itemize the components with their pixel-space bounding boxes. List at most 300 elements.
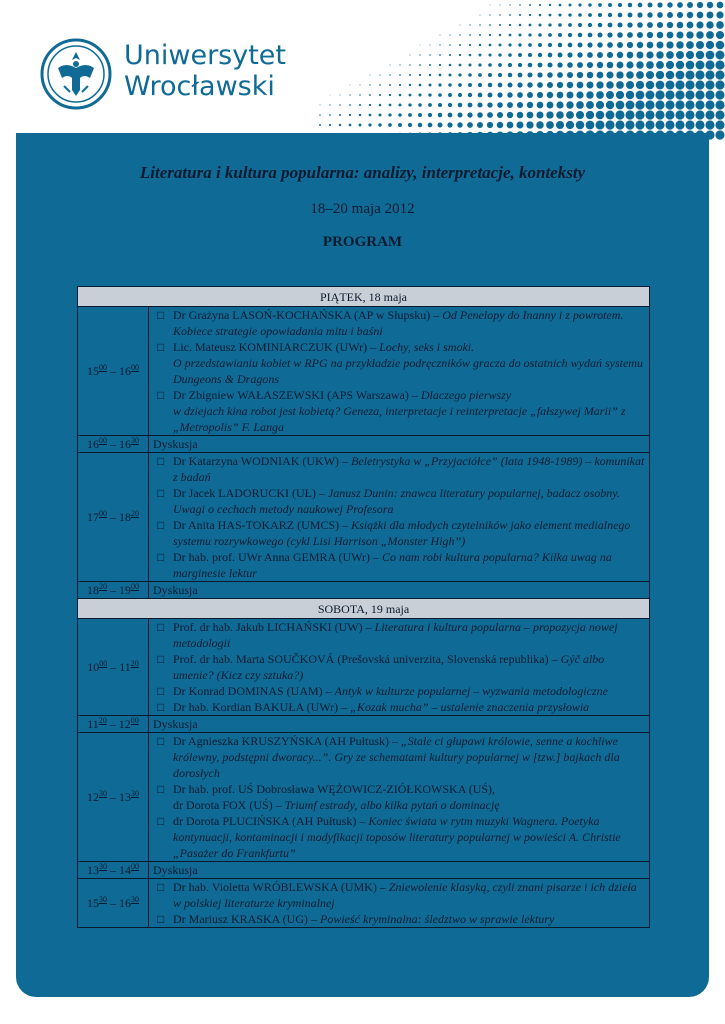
- conference-title: Literatura i kultura popularna: analizy, interpretacje, konteksty: [139, 163, 586, 182]
- time-cell: $15^{30} - 16^{30}$: [78, 879, 149, 928]
- talk-title: Od Penelopy do Inanny i z powrotem. Kobiece strategie opowiadania mitu i baśni: [173, 308, 624, 338]
- pattern-dot: [617, 62, 624, 69]
- pattern-dot: [399, 74, 401, 76]
- talk-item: [153, 517, 645, 549]
- end-hour: 16: [119, 364, 131, 378]
- pattern-dot: [695, 90, 704, 99]
- talk-speaker: Dr hab. prof. UWr Anna GEMRA (UWr) –: [173, 550, 382, 564]
- time-cell: $10^{00} - 11^{20}$: [78, 619, 149, 716]
- pattern-dot: [546, 111, 553, 118]
- pattern-dot: [339, 94, 340, 95]
- pattern-dot: [409, 74, 411, 76]
- pattern-dot: [697, 2, 703, 8]
- pattern-dot: [645, 130, 654, 139]
- pattern-dot: [469, 24, 470, 25]
- pattern-dot: [458, 83, 462, 87]
- pattern-dot: [715, 70, 724, 79]
- talk-item: [153, 485, 645, 517]
- start-minutes: 30: [99, 895, 107, 904]
- pattern-dot: [667, 32, 674, 39]
- pattern-dot: [626, 101, 635, 110]
- end-minutes: 30: [131, 789, 139, 798]
- talk-speaker: Dr Anita HAS-TOKARZ (UMCS) –: [173, 518, 352, 532]
- pattern-dot: [715, 120, 724, 129]
- pattern-dot: [646, 51, 653, 58]
- pattern-dot: [517, 82, 522, 87]
- bullet-icon: □: [157, 684, 165, 698]
- pattern-dot: [598, 13, 602, 17]
- pattern-dot: [548, 43, 552, 47]
- pattern-dot: [490, 5, 491, 6]
- program-heading: PROGRAM: [322, 234, 403, 250]
- start-minutes: 00: [99, 363, 107, 372]
- pattern-dot: [350, 85, 351, 86]
- pattern-dot: [506, 131, 513, 138]
- pattern-dot: [509, 34, 512, 37]
- pattern-dot: [645, 110, 654, 119]
- pattern-dot: [577, 82, 584, 89]
- pattern-dot: [390, 65, 391, 66]
- pattern-dot: [626, 61, 633, 68]
- pattern-dot: [448, 93, 452, 97]
- pattern-dot: [508, 63, 512, 67]
- pattern-dot: [549, 4, 551, 6]
- pattern-dot: [359, 94, 361, 96]
- pattern-dot: [546, 131, 554, 139]
- pattern-dot: [578, 13, 582, 17]
- start-minutes: 00: [99, 509, 107, 518]
- pattern-dot: [716, 11, 723, 18]
- pattern-dot: [597, 62, 603, 68]
- pattern-dot: [637, 22, 643, 28]
- talk-item: [153, 781, 645, 813]
- pattern-dot: [695, 70, 704, 79]
- pattern-dot: [715, 60, 724, 69]
- pattern-dot: [616, 91, 624, 99]
- start-hour: 11: [87, 717, 99, 731]
- pattern-dot: [568, 13, 571, 16]
- pattern-dot: [409, 84, 411, 86]
- pattern-dot: [498, 73, 502, 77]
- pattern-dot: [448, 83, 451, 86]
- pattern-dot: [398, 133, 402, 137]
- pattern-dot: [458, 93, 462, 97]
- pattern-dot: [548, 33, 552, 37]
- bullet-icon: □: [157, 700, 165, 714]
- talk-co-speaker: dr Dorota FOX (UŚ) –: [173, 798, 285, 812]
- pattern-dot: [657, 32, 664, 39]
- pattern-dot: [617, 52, 623, 58]
- pattern-dot: [519, 34, 522, 37]
- pattern-dot: [507, 122, 514, 129]
- pattern-dot: [438, 103, 442, 107]
- pattern-dot: [419, 84, 422, 87]
- pattern-dot: [687, 2, 693, 8]
- pattern-dot: [498, 63, 502, 67]
- pattern-dot: [687, 22, 694, 29]
- pattern-dot: [665, 100, 674, 109]
- pattern-dot: [339, 104, 341, 106]
- pattern-dot: [716, 51, 725, 60]
- pattern-dot: [646, 91, 655, 100]
- pattern-dot: [615, 120, 624, 129]
- pattern-dot: [467, 122, 473, 128]
- start-hour: 16: [87, 437, 99, 451]
- pattern-dot: [440, 35, 441, 36]
- pattern-dot: [359, 124, 362, 127]
- start-minutes: 00: [99, 436, 107, 445]
- bullet-icon: □: [157, 454, 165, 468]
- end-minutes: 30: [131, 436, 139, 445]
- pattern-dot: [547, 82, 553, 88]
- pattern-dot: [705, 100, 714, 109]
- pattern-dot: [398, 103, 401, 106]
- university-name-line1: Uniwersytet: [124, 40, 286, 71]
- pattern-dot: [655, 110, 664, 119]
- pattern-dot: [656, 51, 663, 58]
- pattern-dot: [479, 24, 481, 26]
- pattern-dot: [408, 113, 412, 117]
- end-hour: 14: [119, 863, 131, 877]
- talk-speaker: Dr Katarzyna WODNIAK (UKW) –: [173, 454, 352, 468]
- pattern-dot: [449, 74, 452, 77]
- pattern-dot: [438, 93, 442, 97]
- pattern-dot: [557, 92, 564, 99]
- pattern-dot: [686, 51, 694, 59]
- pattern-dot: [526, 131, 534, 139]
- pattern-dot: [488, 83, 492, 87]
- time-cell: $16^{00} - 16^{30}$: [78, 436, 149, 453]
- pattern-dot: [539, 14, 542, 17]
- university-name-line2: Wrocławski: [124, 71, 275, 102]
- pattern-dot: [329, 104, 330, 105]
- pattern-dot: [507, 102, 513, 108]
- pattern-dot: [509, 14, 511, 16]
- pattern-dot: [588, 33, 593, 38]
- pattern-dot: [479, 54, 482, 57]
- pattern-dot: [507, 92, 512, 97]
- discussion-cell: [149, 862, 650, 879]
- end-minutes: 30: [131, 895, 139, 904]
- conference-dates: 18–20 maja 2012: [310, 201, 415, 217]
- pattern-dot: [647, 12, 652, 17]
- pattern-dot: [608, 13, 612, 17]
- pattern-dot: [596, 91, 604, 99]
- pattern-dot: [625, 110, 634, 119]
- pattern-dot: [359, 114, 361, 116]
- discussion-cell: [149, 716, 650, 733]
- pattern-dot: [605, 120, 614, 129]
- talks-cell: [149, 733, 650, 862]
- pattern-dot: [665, 80, 674, 89]
- pattern-dot: [528, 53, 532, 57]
- pattern-dot: [538, 23, 541, 26]
- pattern-dot: [715, 110, 724, 119]
- pattern-dot: [695, 100, 704, 109]
- talk-speaker: Dr Zbigniew WAŁASZEWSKI (APS Warszawa) –: [173, 388, 421, 402]
- talks-cell: [149, 619, 650, 716]
- pattern-dot: [559, 4, 562, 7]
- pattern-dot: [389, 104, 392, 107]
- pattern-dot: [358, 133, 361, 136]
- start-minutes: 30: [99, 862, 107, 871]
- pattern-dot: [487, 132, 494, 139]
- bullet-icon: □: [157, 782, 165, 796]
- pattern-dot: [518, 43, 521, 46]
- pattern-dot: [488, 53, 491, 56]
- pattern-dot: [667, 12, 673, 18]
- pattern-dot: [667, 22, 673, 28]
- pattern-dot: [418, 103, 422, 107]
- pattern-dot: [516, 121, 523, 128]
- talk-speaker: Dr Grażyna LASOŃ-KOCHAŃSKA (AP w Słupsku) –: [173, 308, 443, 322]
- pattern-dot: [429, 64, 431, 66]
- pattern-dot: [527, 72, 532, 77]
- pattern-dot: [587, 72, 594, 79]
- pattern-dot: [568, 43, 573, 48]
- pattern-dot: [499, 24, 501, 26]
- pattern-dot: [656, 71, 664, 79]
- talk-title: Dlaczego pierwszy: [420, 388, 512, 402]
- pattern-dot: [607, 32, 612, 37]
- discussion-row: [78, 716, 650, 733]
- pattern-dot: [695, 110, 704, 119]
- pattern-dot: [477, 122, 483, 128]
- pattern-dot: [449, 44, 451, 46]
- talk-title: Powieść kryminalna: śledztwo w sprawie lektury: [320, 912, 555, 926]
- pattern-dot: [615, 130, 624, 139]
- discussion-row: [78, 582, 650, 599]
- pattern-dot: [636, 61, 643, 68]
- dot-pattern-decoration: [315, 0, 725, 140]
- pattern-dot: [319, 134, 321, 136]
- pattern-dot: [507, 112, 513, 118]
- pattern-dot: [636, 71, 644, 79]
- pattern-dot: [656, 61, 664, 69]
- end-hour: 13: [119, 790, 131, 804]
- pattern-dot: [419, 74, 421, 76]
- pattern-dot: [418, 93, 421, 96]
- pattern-dot: [587, 42, 592, 47]
- end-minutes: 00: [131, 363, 139, 372]
- start-hour: 18: [87, 583, 99, 597]
- talk-item: [153, 339, 645, 387]
- pattern-dot: [557, 72, 563, 78]
- pattern-dot: [667, 2, 672, 7]
- pattern-dot: [448, 113, 453, 118]
- pattern-dot: [419, 54, 420, 55]
- start-minutes: 20: [98, 716, 107, 725]
- pattern-dot: [469, 44, 471, 46]
- pattern-dot: [665, 90, 674, 99]
- start-minutes: 20: [99, 582, 107, 591]
- pattern-dot: [458, 103, 463, 108]
- start-hour: 10: [87, 660, 100, 674]
- pattern-dot: [468, 93, 472, 97]
- talk-title: „Kozak mucha” – ustalenie znaczenia przysłowia: [350, 700, 590, 714]
- bullet-icon: □: [157, 880, 165, 894]
- pattern-dot: [587, 52, 593, 58]
- pattern-dot: [468, 73, 472, 77]
- pattern-dot: [567, 82, 574, 89]
- pattern-dot: [330, 95, 331, 96]
- pattern-dot: [329, 124, 331, 126]
- talk-item: [153, 911, 645, 927]
- pattern-dot: [439, 44, 440, 45]
- pattern-dot: [487, 102, 492, 107]
- pattern-dot: [477, 112, 483, 118]
- pattern-dot: [519, 24, 522, 27]
- bullet-icon: □: [157, 486, 165, 500]
- pattern-dot: [528, 43, 532, 47]
- talk-speaker: Prof. dr hab. Marta SOUČKOVÁ (Prešovská univerzita, Slovenská republika) –: [173, 652, 561, 666]
- start-hour: 13: [87, 863, 99, 877]
- pattern-dot: [349, 104, 351, 106]
- pattern-dot: [428, 93, 431, 96]
- pattern-dot: [408, 133, 413, 138]
- pattern-dot: [497, 132, 504, 139]
- pattern-dot: [628, 3, 632, 7]
- pattern-dot: [685, 90, 694, 99]
- pattern-dot: [637, 42, 644, 49]
- pattern-dot: [607, 42, 613, 48]
- talk-speaker: Lic. Mateusz KOMINIARCZUK (UWr) –: [173, 340, 380, 354]
- pattern-dot: [349, 124, 352, 127]
- pattern-dot: [487, 122, 493, 128]
- pattern-dot: [675, 100, 684, 109]
- pattern-dot: [528, 33, 531, 36]
- pattern-dot: [645, 100, 654, 109]
- pattern-dot: [597, 52, 603, 58]
- pattern-dot: [578, 3, 581, 6]
- pattern-dot: [666, 41, 673, 48]
- pattern-dot: [645, 120, 654, 129]
- pattern-dot: [467, 112, 472, 117]
- pattern-dot: [547, 72, 553, 78]
- pattern-dot: [606, 111, 615, 120]
- pattern-dot: [458, 73, 461, 76]
- pattern-dot: [627, 22, 632, 27]
- pattern-dot: [409, 64, 411, 66]
- pattern-dot: [675, 120, 684, 129]
- pattern-dot: [675, 130, 684, 139]
- pattern-dot: [578, 23, 582, 27]
- pattern-dot: [676, 41, 684, 49]
- talk-item: [153, 387, 645, 435]
- talk-title: Gýč albo umenie? (Kicz czy sztuka?): [173, 652, 605, 682]
- session-row: [78, 619, 650, 716]
- pattern-dot: [657, 12, 663, 18]
- pattern-dot: [665, 120, 674, 129]
- pattern-dot: [508, 83, 513, 88]
- pattern-dot: [696, 21, 703, 28]
- end-minutes: 20: [131, 509, 139, 518]
- pattern-dot: [468, 83, 472, 87]
- pattern-dot: [587, 62, 593, 68]
- pattern-dot: [509, 4, 510, 5]
- pattern-dot: [479, 14, 480, 15]
- discussion-label: Dyskusja: [153, 583, 198, 597]
- talk-title-continued: O przedstawianiu kobiet w RPG na przykładzie podręczników gracza do ostatnich wydań systemu Dungeons & Dragons: [173, 356, 643, 386]
- talk-speaker: Dr Agnieszka KRUSZYŃSKA (AH Pułtusk) –: [173, 734, 401, 748]
- pattern-dot: [637, 12, 642, 17]
- pattern-dot: [448, 103, 452, 107]
- pattern-dot: [420, 45, 421, 46]
- pattern-dot: [518, 53, 522, 57]
- pattern-dot: [527, 82, 532, 87]
- pattern-dot: [586, 101, 594, 109]
- pattern-dot: [638, 3, 643, 8]
- pattern-dot: [685, 130, 694, 139]
- talk-title-continued: w dziejach kina robot jest kobietą? Geneza, interpretacje i reinterpretacje „fałszywej Marii” z „Metropolis” F. Langa: [173, 404, 626, 434]
- pattern-dot: [498, 83, 503, 88]
- pattern-dot: [339, 114, 341, 116]
- pattern-dot: [329, 134, 332, 137]
- session-row: [78, 453, 650, 582]
- pattern-dot: [479, 34, 481, 36]
- pattern-dot: [478, 73, 482, 77]
- pattern-dot: [625, 130, 634, 139]
- pattern-dot: [518, 73, 523, 78]
- pattern-dot: [427, 132, 432, 137]
- pattern-dot: [399, 64, 400, 65]
- pattern-dot: [666, 71, 675, 80]
- pattern-dot: [595, 130, 604, 139]
- pattern-dot: [605, 130, 614, 139]
- pattern-dot: [438, 83, 441, 86]
- pattern-dot: [606, 91, 614, 99]
- talk-speaker: Dr Konrad DOMINAS (UAM) –: [173, 684, 335, 698]
- pattern-dot: [556, 101, 563, 108]
- pattern-dot: [418, 113, 422, 117]
- pattern-dot: [597, 42, 602, 47]
- session-row: [78, 879, 650, 928]
- pattern-dot: [319, 114, 320, 115]
- time-cell: $11^{20} - 12^{00}$: [78, 716, 149, 733]
- pattern-dot: [627, 52, 634, 59]
- pattern-dot: [447, 122, 452, 127]
- talk-speaker: Prof. dr hab. Jakub LICHAŃSKI (UW) –: [173, 620, 375, 634]
- pattern-dot: [378, 133, 382, 137]
- pattern-dot: [665, 130, 674, 139]
- pattern-dot: [449, 54, 451, 56]
- pattern-dot: [429, 74, 431, 76]
- pattern-dot: [418, 133, 423, 138]
- pattern-dot: [379, 104, 382, 107]
- pattern-dot: [509, 24, 511, 26]
- pattern-dot: [695, 120, 704, 129]
- pattern-dot: [567, 72, 573, 78]
- pattern-dot: [685, 80, 694, 89]
- pattern-dot: [616, 71, 623, 78]
- pattern-dot: [567, 92, 574, 99]
- bullet-icon: □: [157, 814, 165, 828]
- end-hour: 16: [119, 896, 131, 910]
- talk-item: [153, 549, 645, 581]
- pattern-dot: [577, 52, 582, 57]
- pattern-dot: [715, 80, 724, 89]
- pattern-dot: [606, 101, 614, 109]
- pattern-dot: [705, 90, 714, 99]
- talk-title: Janusz Dunin: znawca literatury popularnej, badacz osobny. Uwagi o cechach metody naukowej Profesora: [173, 486, 620, 516]
- pattern-dot: [685, 110, 694, 119]
- talk-item: [153, 699, 645, 715]
- end-hour: 11: [119, 660, 131, 674]
- pattern-dot: [655, 130, 664, 139]
- pattern-dot: [457, 132, 463, 138]
- pattern-dot: [706, 21, 713, 28]
- pattern-dot: [618, 13, 623, 18]
